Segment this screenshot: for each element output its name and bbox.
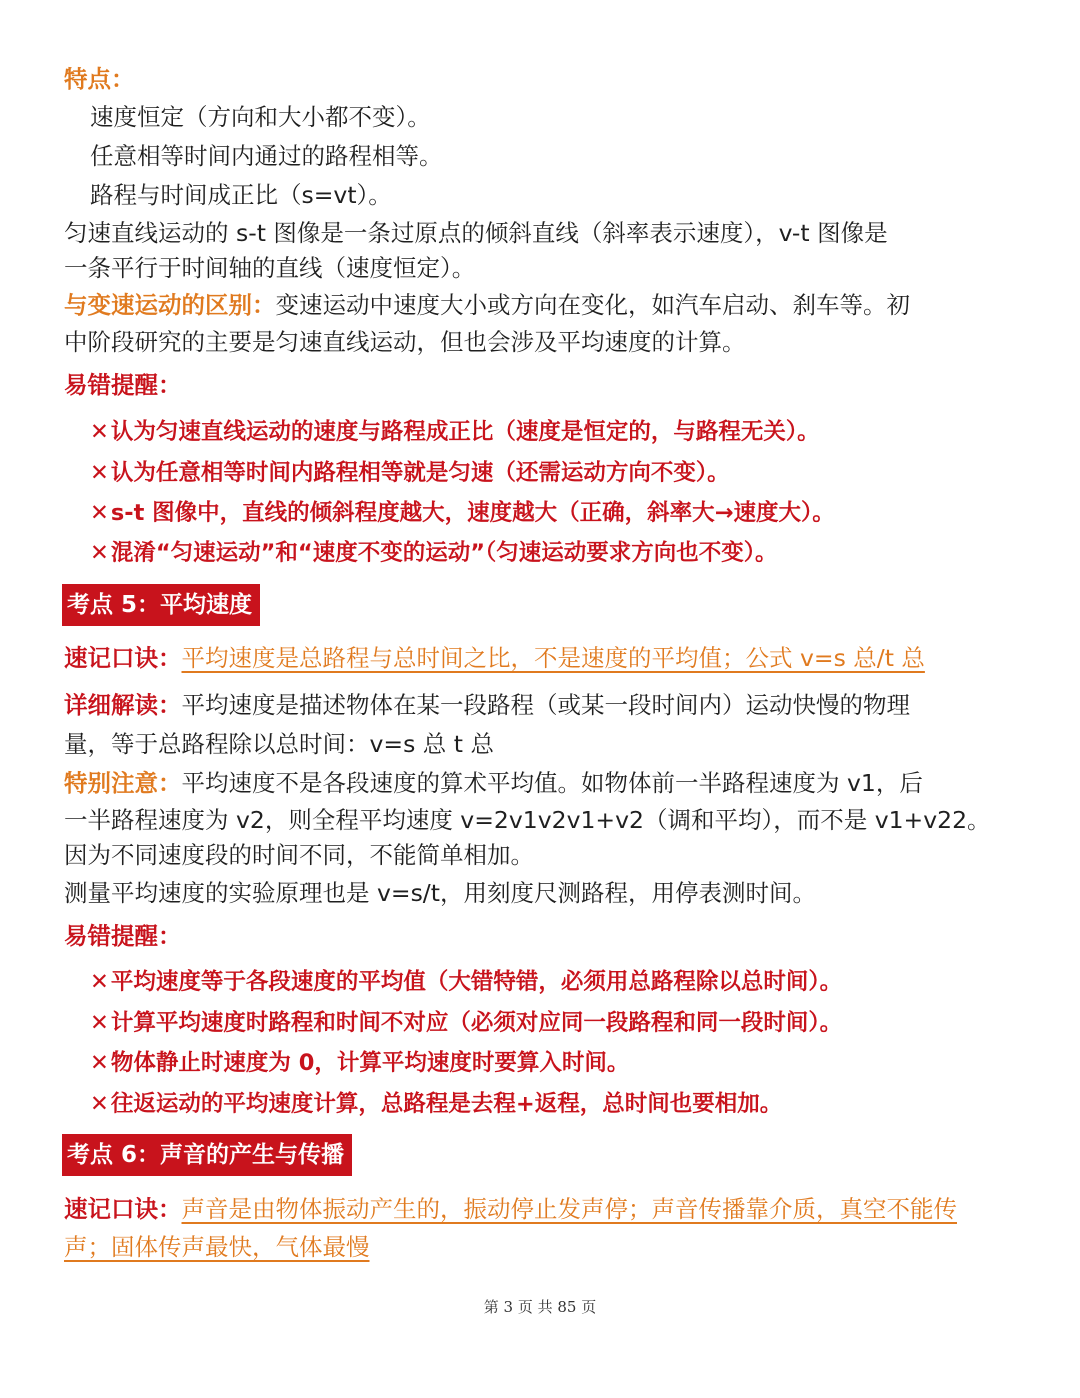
graph-paragraph-line: 匀速直线运动的 s-t 图像是一条过原点的倾斜直线（斜率表示速度），v-t 图像是 (64, 219, 888, 247)
mistake-item (90, 1046, 1018, 1080)
section-5-detail-line: 量，等于总路程除以总时间：v=s 总 t 总 (64, 730, 494, 758)
cross-icon: ✕ (90, 500, 109, 526)
mistake-item (90, 496, 1018, 530)
cross-icon: ✕ (90, 1010, 109, 1036)
section-5-note-line: 因为不同速度段的时间不同，不能简单相加。 (64, 841, 534, 869)
cross-icon: ✕ (90, 1091, 109, 1117)
section-5-note-line: 一半路程速度为 v2，则全程平均速度 v=2v1v2v1+v2（调和平均），而不是 v1+v22。 (64, 806, 991, 834)
mistake-item (90, 415, 1018, 449)
mistake-text: 往返运动的平均速度计算，总路程是去程+返程，总时间也要相加。 (110, 1091, 783, 1117)
mistake-item (90, 1006, 1018, 1040)
detail-text: 平均速度是描述物体在某一段路程（或某一段时间内）运动快慢的物理 (181, 691, 910, 719)
mnemonic-text: 平均速度是总路程与总时间之比，不是速度的平均值；公式 v=s 总/t 总 (181, 644, 925, 672)
section-5-note (64, 766, 1018, 800)
feature-item: 路程与时间成正比（s=vt）。 (90, 181, 392, 209)
feature-item: 任意相等时间内通过的路程相等。 (90, 142, 443, 170)
mnemonic-text: 声；固体传声最快，气体最慢 (64, 1233, 370, 1261)
mnemonic-text: 声音是由物体振动产生的，振动停止发声停；声音传播靠介质，真空不能传 (181, 1195, 957, 1223)
difference-label: 与变速运动的区别： (64, 291, 276, 319)
note-label: 特别注意： (64, 769, 182, 797)
mistake-text: 认为任意相等时间内路程相等就是匀速（还需运动方向不变）。 (110, 460, 730, 486)
section-6-mnemonic-line (64, 1230, 1018, 1264)
mistake-item (90, 456, 1018, 490)
mistake-text: 认为匀速直线运动的速度与路程成正比（速度是恒定的，与路程无关）。 (110, 419, 820, 445)
difference-text: 变速运动中速度大小或方向在变化，如汽车启动、刹车等。初 (275, 291, 910, 319)
cross-icon: ✕ (90, 540, 109, 566)
mistake-text: 物体静止时速度为 0，计算平均速度时要算入时间。 (110, 1050, 630, 1076)
mistake-text: 混淆“匀速运动”和“速度不变的运动”（匀速运动要求方向也不变）。 (110, 540, 778, 566)
detail-label: 详细解读： (64, 691, 182, 719)
note-text: 平均速度不是各段速度的算术平均值。如物体前一半路程速度为 v1，后 (181, 769, 923, 797)
section-5-detail (64, 688, 1018, 722)
mistake-item (90, 965, 1018, 999)
feature-item: 速度恒定（方向和大小都不变）。 (90, 103, 431, 131)
difference-paragraph-line: 中阶段研究的主要是匀速直线运动，但也会涉及平均速度的计算。 (64, 328, 746, 356)
difference-paragraph (64, 288, 1018, 322)
cross-icon: ✕ (90, 969, 109, 995)
page-number-footer: 第 3 页 共 85 页 (483, 1298, 597, 1316)
section-5-mnemonic (64, 641, 1018, 675)
mistake-item (90, 536, 1018, 570)
mistake-item (90, 1087, 1018, 1121)
mistakes-heading: 易错提醒： (64, 922, 182, 950)
section-5-tag: 考点 5：平均速度 (62, 584, 260, 626)
mistake-text: 平均速度等于各段速度的平均值（大错特错，必须用总路程除以总时间）。 (110, 969, 843, 995)
section-6-tag: 考点 6：声音的产生与传播 (62, 1134, 352, 1176)
mistake-text: 计算平均速度时路程和时间不对应（必须对应同一段路程和同一段时间）。 (110, 1010, 843, 1036)
cross-icon: ✕ (90, 1050, 109, 1076)
mistake-text: s-t 图像中，直线的倾斜程度越大，速度越大（正确，斜率大→速度大）。 (110, 500, 835, 526)
section-5-experiment: 测量平均速度的实验原理也是 v=s/t，用刻度尺测路程，用停表测时间。 (64, 879, 816, 907)
cross-icon: ✕ (90, 460, 109, 486)
features-heading: 特点： (64, 65, 135, 93)
mnemonic-label: 速记口诀： (64, 644, 182, 672)
section-6-mnemonic (64, 1192, 1018, 1226)
mnemonic-label: 速记口诀： (64, 1195, 182, 1223)
mistakes-heading: 易错提醒： (64, 371, 182, 399)
graph-paragraph-line: 一条平行于时间轴的直线（速度恒定）。 (64, 254, 476, 282)
cross-icon: ✕ (90, 419, 109, 445)
